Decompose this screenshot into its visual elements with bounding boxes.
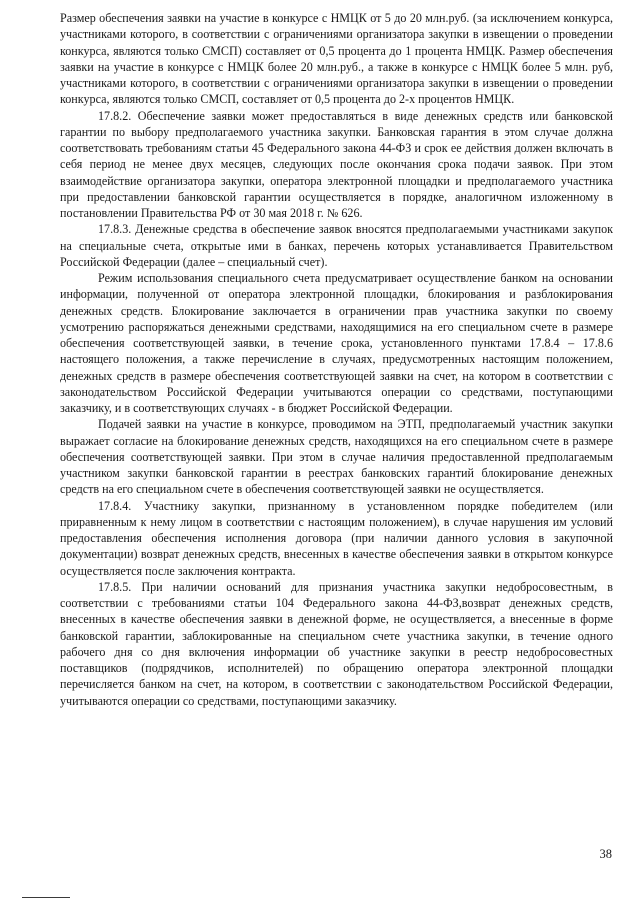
paragraph-17-8-4: 17.8.4. Участнику закупки, признанному в установленном порядке победителем (или приравненным к нему лицом в соответствии с настоящим положением), в случае нарушения им условий предоставления обеспечения исполнения договора (при наличии данного условия в закупочной документации) возврат денежных средств, внесенных в качестве обеспечения заявки в открытом конкурсе осуществляется после заключения контракта. bbox=[60, 498, 613, 578]
footer-divider bbox=[22, 897, 70, 898]
paragraph-security-amount: Размер обеспечения заявки на участие в конкурсе с НМЦК от 5 до 20 млн.руб. (за исключением конкурса, участниками которого, в соответствии с ограничениями организатора закупки в извещении о проведении конкурса, являются только СМСП) составляет от 0,5 процента до 1 процента НМЦК. Размер обеспечения заявки на участие в конкурсе с НМЦК более 20 млн.руб., а также в конкурсе с НМЦК более 5 млн. руб, участниками которого, в соответствии с ограничениями организатора закупки в извещении о проведении конкурса, являются только СМСП, составляет от 0,5 процента до 2-х процентов НМЦК. bbox=[60, 11, 613, 107]
paragraph-application-consent: Подачей заявки на участие в конкурсе, проводимом на ЭТП, предполагаемый участник закупки выражает согласие на блокирование денежных средств, находящихся на его специальном счете в размере обеспечения соответствующей заявки. При этом в случае наличия предоставленной предполагаемым участником закупки банковской гарантии в реестрах банковских гарантий блокирование денежных средств на его специальном счете в обеспечения соответствующей заявки не осуществляется. bbox=[60, 417, 613, 497]
document-body bbox=[60, 10, 613, 709]
paragraph-special-account-mode: Режим использования специального счета предусматривает осуществление банком на основании информации, полученной от оператора электронной площадки, блокирования и разблокирования денежных средств. Блокирование заключается в ограничении прав участника закупки по своему усмотрению распоряжаться денежными средствами, находящимися на его специальном счете в размере обеспечения соответствующей заявки, в течение срока, установленного пунктами 17.8.4 – 17.8.6 настоящего положения, а также перечисление в случаях, предусмотренных настоящим положением, денежных средств в размере обеспечения соответствующей заявки на счет, на котором в соответствии с законодательством Российской Федерации учитываются операции со средствами, поступающими заказчику, и в соответствующих случаях - в бюджет Российской Федерации. bbox=[60, 271, 613, 415]
paragraph-17-8-2: 17.8.2. Обеспечение заявки может предоставляться в виде денежных средств или банковской гарантии по выбору предполагаемого участника закупки. Банковская гарантия в этом случае должна соответствовать требованиям статьи 45 Федерального закона 44-ФЗ и срок ее действия должен включать в себя период не менее двух месяцев, следующих после окончания срока подачи заявок. При этом взаимодействие организатора закупки, оператора электронной площадки и предполагаемого участника при предоставлении банковской гарантии осуществляется в порядке, аналогичном изложенному в постановлении Правительства РФ от 30 мая 2018 г. № 626. bbox=[60, 108, 613, 220]
paragraph-17-8-3: 17.8.3. Денежные средства в обеспечение заявок вносятся предполагаемыми участниками закупок на специальные счета, открытые ими в банках, перечень которых устанавливается Правительством Российской Федерации (далее – специальный счет). bbox=[60, 222, 613, 269]
page-number: 38 bbox=[599, 847, 612, 861]
paragraph-17-8-5: 17.8.5. При наличии оснований для признания участника закупки недобросовестным, в соответствии с требованиями статьи 104 Федерального закона 44-ФЗ,возврат денежных средств, внесенных в качестве обеспечения заявки в денежной форме, не осуществляется, а внесенные в форме банковской гарантии, заблокированные на специальном счете участника закупки, в течение одного рабочего дня со дня включения информации об участнике закупки в реестр недобросовестных поставщиков (подрядчиков, исполнителей) по обращению оператора электронной площадки перечисляется банком на счет, на котором, в соответствии с законодательством Российской Федерации, учитываются операции со средствами, поступающими заказчику. bbox=[60, 579, 613, 708]
